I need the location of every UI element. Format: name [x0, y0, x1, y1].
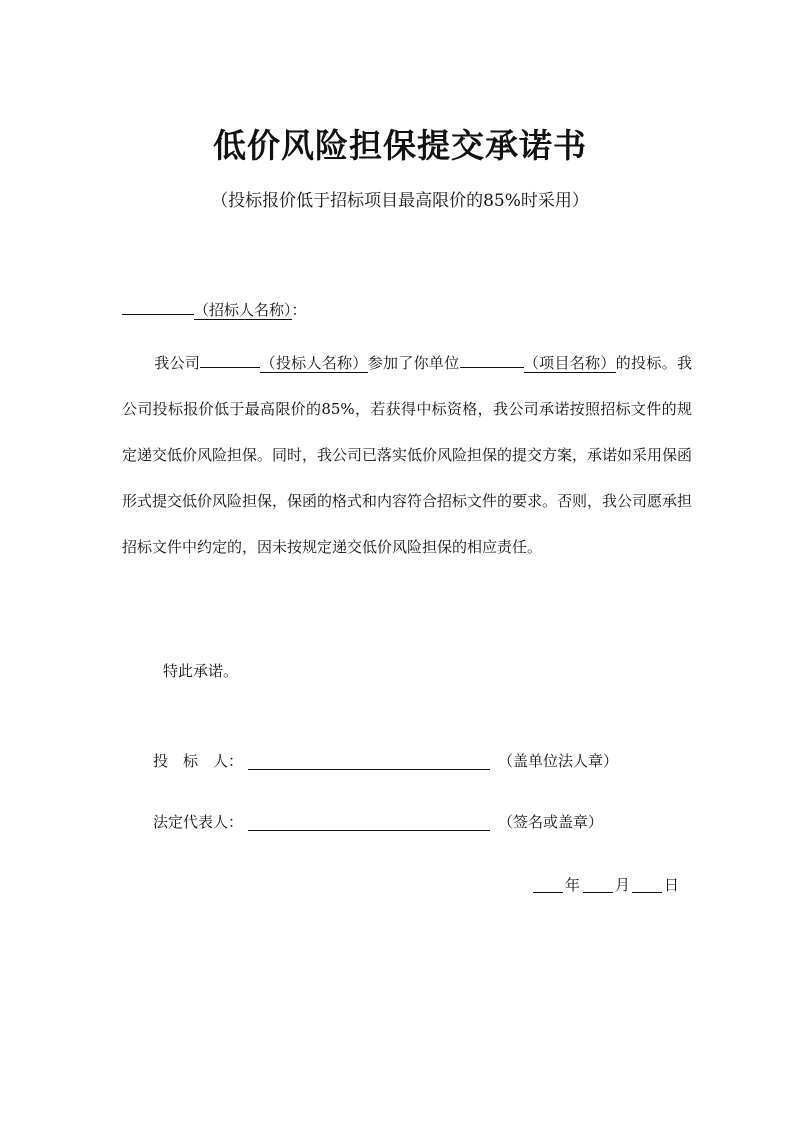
bidder-placeholder: （投标人名称） — [260, 354, 368, 372]
addressee-suffix: ： — [291, 301, 307, 319]
bidder-signature-line — [248, 769, 490, 770]
project-placeholder: （项目名称） — [523, 354, 616, 372]
bidder-label: 投 标 人： — [153, 752, 244, 770]
paragraph-lead: 我公司 — [154, 354, 201, 372]
paragraph-participated: 参加了你单位 — [367, 354, 460, 372]
day-blank — [632, 892, 662, 893]
month-blank — [583, 892, 613, 893]
day-label: 日 — [664, 876, 680, 894]
paragraph-body: 我公司投标报价低于最高限价的85%，若获得中标资格，我公司承诺按照招标文件的规定递交低价风险担保。同时，我公司已落实低价风险担保的提交方案，承诺如采用保函形式提交低价风险担保，保函的格式和内容符合招标文件的要求。否则，我公司愿承担招标文件中约定的，因未按规定递交低价风险担保的相应责任。 — [122, 354, 693, 556]
legal-rep-signature-line — [248, 830, 490, 831]
legal-rep-label: 法定代表人： — [153, 813, 244, 831]
month-label: 月 — [615, 876, 631, 894]
year-label: 年 — [565, 876, 581, 894]
year-blank — [533, 892, 563, 893]
document-subtitle: （投标报价低于招标项目最高限价的85%时采用） — [211, 191, 589, 211]
document-title: 低价风险担保提交承诺书 — [213, 126, 587, 165]
project-blank — [460, 351, 524, 368]
paragraph-after-project: 的投标。 — [615, 354, 677, 372]
commitment-paragraph — [122, 340, 692, 570]
bidder-blank — [200, 351, 260, 368]
bidder-note: （盖单位法人章） — [498, 752, 619, 770]
legal-rep-note: （签名或盖章） — [498, 813, 604, 831]
closing-statement: 特此承诺。 — [163, 662, 239, 680]
addressee-placeholder: （招标人名称） — [194, 301, 292, 319]
addressee-line — [122, 298, 307, 321]
addressee-blank — [122, 298, 194, 315]
